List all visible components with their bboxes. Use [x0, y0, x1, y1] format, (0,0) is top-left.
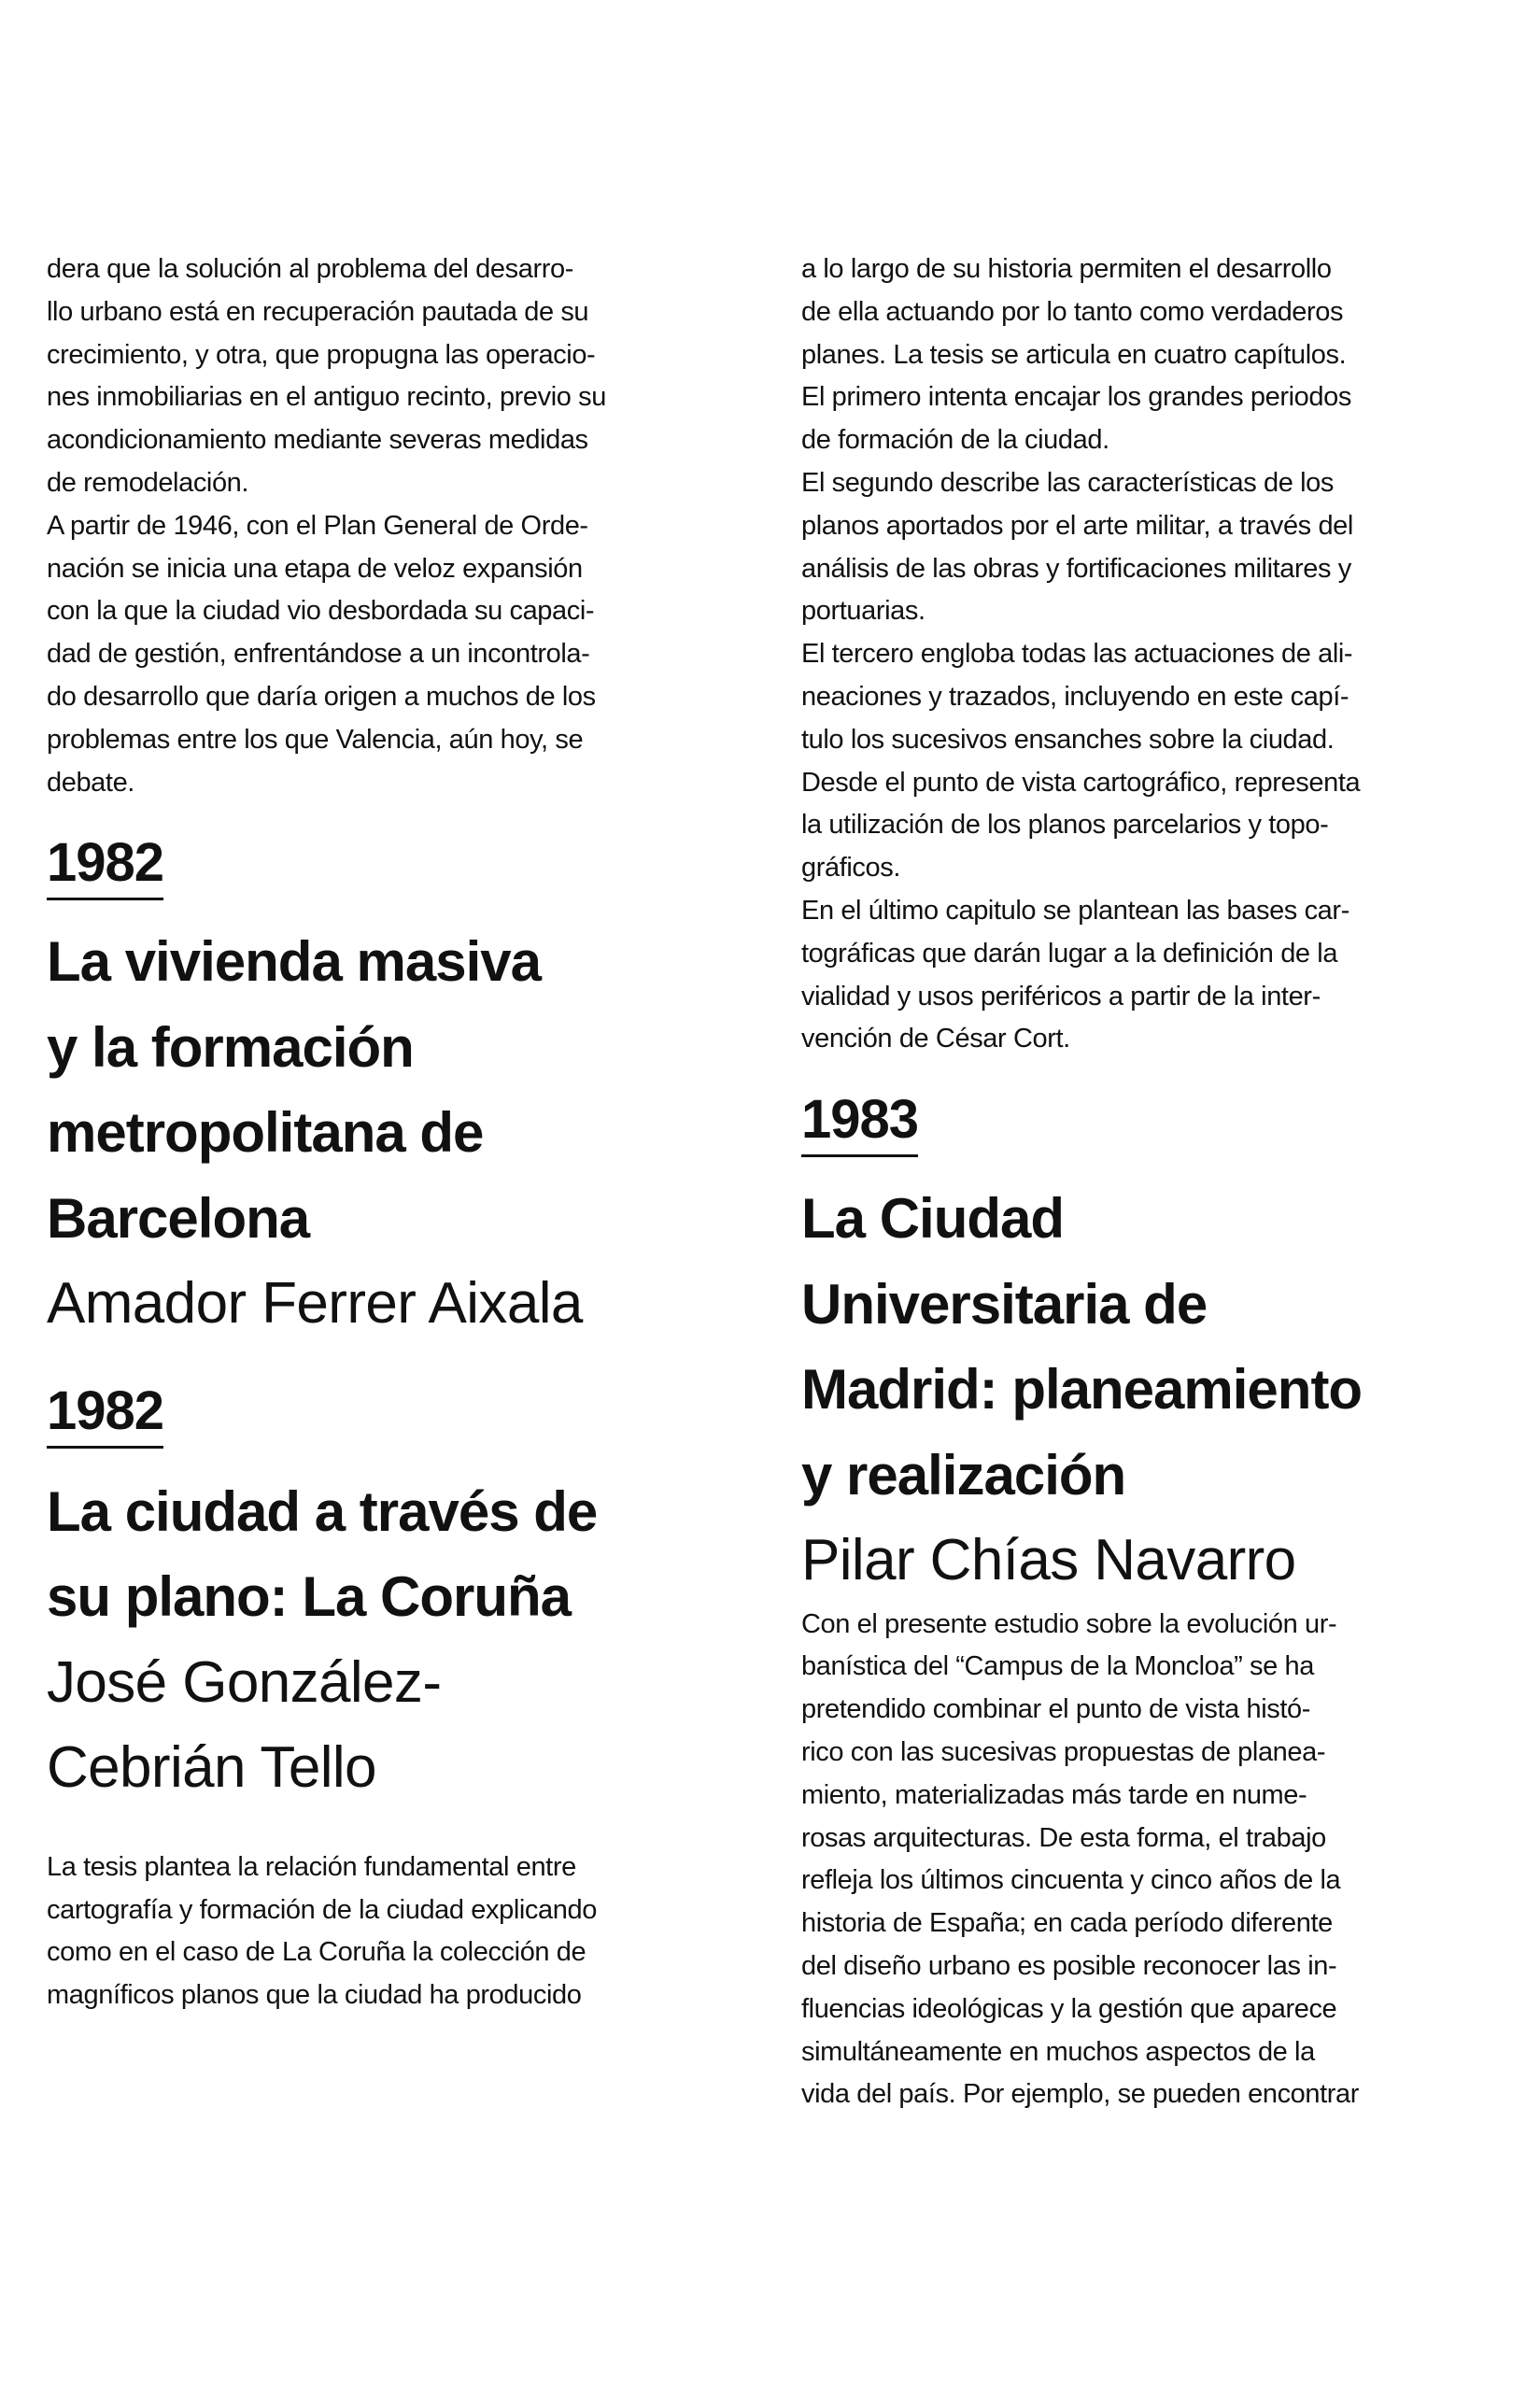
text-line: El tercero engloba todas las actuaciones de ali-	[801, 639, 1353, 670]
text-line: nación se inicia una etapa de veloz expansión	[47, 553, 583, 584]
entry-title	[801, 1176, 1474, 1518]
text-line: pretendido combinar el punto de vista histó-	[801, 1694, 1311, 1725]
entry-author	[47, 1261, 719, 1347]
text-line: llo urbano está en recuperación pautada de su	[47, 296, 589, 327]
intro-paragraph-2	[47, 505, 719, 805]
title-line: Universitaria de	[801, 1272, 1208, 1336]
right-column	[801, 248, 1474, 2116]
text-line: simultáneamente en muchos aspectos de la	[801, 2036, 1315, 2067]
text-line: fluencias ideológicas y la gestión que aparece	[801, 1993, 1337, 2024]
text-line: La tesis plantea la relación fundamental entre	[47, 1851, 576, 1882]
author-line: Cebrián Tello	[47, 1735, 376, 1801]
text-line: de formación de la ciudad.	[801, 425, 1109, 456]
text-line: tulo los sucesivos ensanches sobre la ciudad.	[801, 724, 1335, 755]
entry-abstract	[47, 1846, 719, 2017]
text-line: acondicionamiento mediante severas medidas	[47, 425, 588, 456]
text-line: rico con las sucesivas propuestas de planea-	[801, 1737, 1326, 1768]
continued-text	[801, 248, 1474, 1061]
text-line: la utilización de los planos parcelarios y topo-	[801, 810, 1329, 841]
text-line: gráficos.	[801, 853, 900, 884]
author-line: José González-	[47, 1649, 442, 1715]
entry-title	[47, 1469, 719, 1640]
text-line: como en el caso de La Coruña la colección de	[47, 1937, 586, 1968]
title-line: La Ciudad	[801, 1187, 1065, 1251]
text-line: Desde el punto de vista cartográfico, representa	[801, 767, 1361, 798]
text-line: de ella actuando por lo tanto como verdaderos	[801, 296, 1344, 327]
entry-year: 1983	[801, 1087, 918, 1157]
title-line: y la formación	[47, 1015, 414, 1079]
title-line: y realización	[801, 1443, 1126, 1507]
text-line: del diseño urbano es posible reconocer las in-	[801, 1951, 1337, 1982]
title-line: La vivienda masiva	[47, 930, 541, 994]
text-line: En el último capitulo se plantean las bases car-	[801, 895, 1349, 926]
title-line: Madrid: planeamiento	[801, 1358, 1363, 1422]
left-column	[47, 248, 719, 2017]
text-line: cartografía y formación de la ciudad explicando	[47, 1894, 597, 1925]
author-line: Pilar Chías Navarro	[801, 1528, 1296, 1593]
thesis-entry	[801, 1087, 1474, 2116]
entry-year: 1982	[47, 1379, 163, 1449]
text-line: dad de gestión, enfrentándose a un incontrola-	[47, 639, 590, 670]
text-line: A partir de 1946, con el Plan General de Orde-	[47, 510, 588, 541]
text-line: neaciones y trazados, incluyendo en este capí-	[801, 681, 1349, 712]
text-line: magníficos planos que la ciudad ha producido	[47, 1980, 582, 2011]
title-line: metropolitana de	[47, 1101, 484, 1165]
text-line: debate.	[47, 767, 134, 798]
title-line: La ciudad a través de	[47, 1479, 598, 1543]
thesis-entry	[47, 830, 719, 1347]
text-line: análisis de las obras y fortificaciones militares y	[801, 553, 1351, 584]
title-line: su plano: La Coruña	[47, 1565, 572, 1629]
text-line: con la que la ciudad vio desbordada su capaci-	[47, 596, 595, 627]
text-line: vialidad y usos periféricos a partir de la inter-	[801, 981, 1321, 1012]
entry-author	[801, 1518, 1474, 1604]
text-line: vida del país. Por ejemplo, se pueden encontrar	[801, 2079, 1360, 2110]
entry-author	[47, 1640, 719, 1811]
text-line: vención de César Cort.	[801, 1024, 1070, 1054]
entry-year: 1982	[47, 830, 163, 900]
text-line: planos aportados por el arte militar, a través del	[801, 510, 1353, 541]
thesis-entry	[47, 1379, 719, 2017]
text-line: nes inmobiliarias en el antiguo recinto, previo su	[47, 382, 607, 413]
text-line: dera que la solución al problema del desarro-	[47, 254, 573, 284]
text-line: El segundo describe las características de los	[801, 467, 1334, 498]
text-line: miento, materializadas más tarde en nume-	[801, 1779, 1307, 1810]
text-line: planes. La tesis se articula en cuatro capítulos.	[801, 339, 1347, 370]
text-line: problemas entre los que Valencia, aún hoy, se	[47, 724, 584, 755]
text-line: refleja los últimos cincuenta y cinco años de la	[801, 1865, 1341, 1896]
entry-abstract	[801, 1604, 1474, 2117]
text-line: Con el presente estudio sobre la evolución ur-	[801, 1608, 1337, 1639]
text-line: do desarrollo que daría origen a muchos de los	[47, 681, 596, 712]
text-line: rosas arquitecturas. De esta forma, el trabajo	[801, 1822, 1326, 1853]
text-line: de remodelación.	[47, 467, 249, 498]
author-line: Amador Ferrer Aixala	[47, 1271, 583, 1337]
text-line: banística del “Campus de la Moncloa” se ha	[801, 1651, 1314, 1682]
text-line: tográficas que darán lugar a la definición de la	[801, 938, 1338, 969]
title-line: Barcelona	[47, 1186, 310, 1250]
text-line: portuarias.	[801, 596, 925, 627]
text-line: crecimiento, y otra, que propugna las operacio-	[47, 339, 596, 370]
intro-paragraph-1	[47, 248, 719, 505]
text-line: historia de España; en cada período diferente	[801, 1908, 1333, 1939]
entry-title	[47, 919, 719, 1261]
text-line: a lo largo de su historia permiten el desarrollo	[801, 254, 1332, 284]
text-line: El primero intenta encajar los grandes periodos	[801, 382, 1351, 413]
